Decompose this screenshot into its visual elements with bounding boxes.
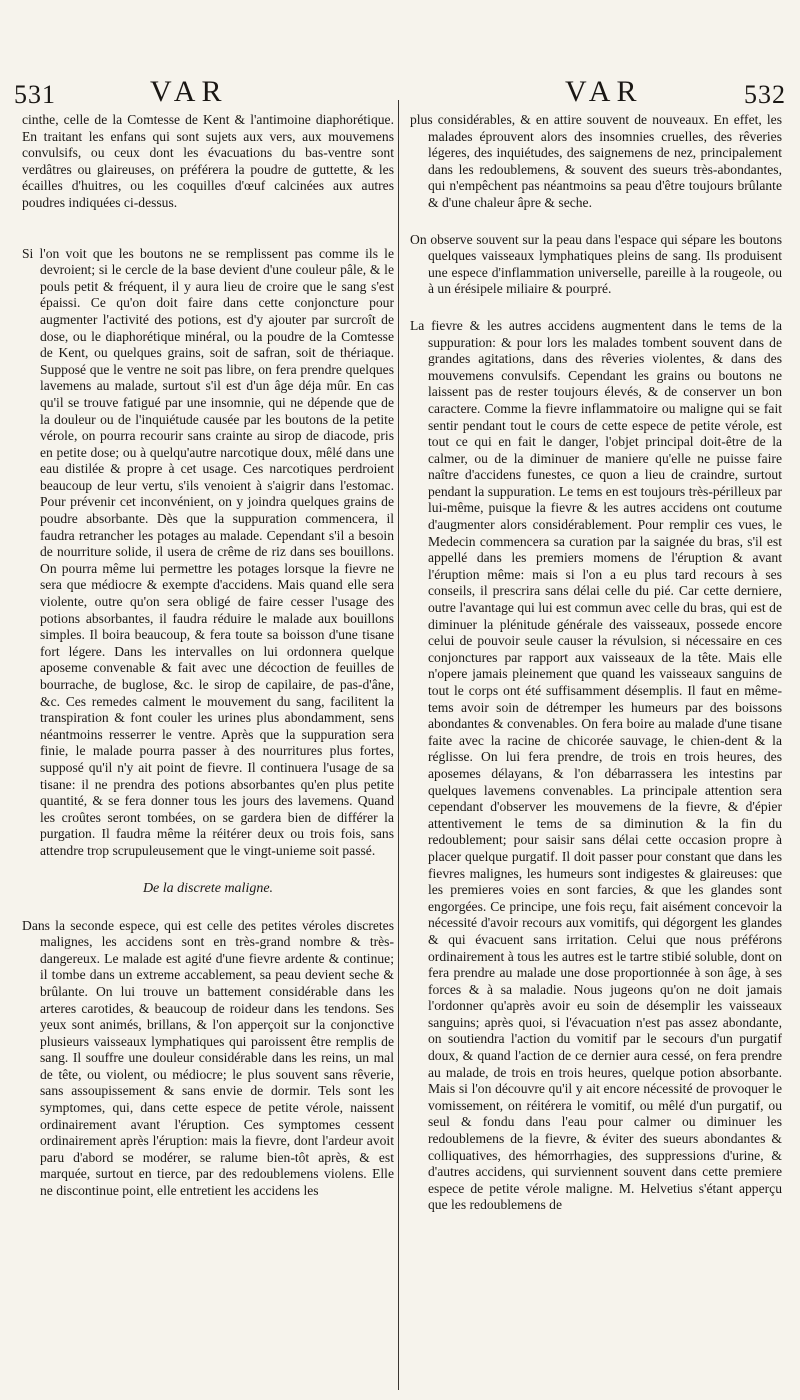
paragraph-gap [22,898,394,918]
paragraph-gap [22,212,394,246]
right-paragraph-1: plus considérables, & en attire souvent de nouveaux. En effet, les malades éprouvent alors des insomnies cruelles, des rêveries légeres, des inquiétudes, des saignemens de nez, principalement dans les redoublemens, & souvent des sueurs très-abondantes, qui n'empêchent pas néantmoins sa peau d'être toujours brûlante & d'une chaleur âpre & seche. [410,112,782,210]
right-column [410,112,782,1394]
right-running-head: VAR [565,75,643,108]
left-column [22,112,394,1394]
right-paragraph-3: La fievre & les autres accidens augmentent dans le tems de la suppuration: & pour lors les malades tombent souvent dans de grandes agitations, dans des rêveries violentes, & dans des mouvemens convulsifs. Cependant les grains ou boutons ne laissent pas de rester toujours élevés, & de conserver un bon caractere. Comme la fievre inflammatoire ou maligne qui se fait sentir pendant tout le cours de cette espece de petite vérole, est tout ce qui en fait le danger, l'objet principal doit-être de la calmer, ou de la diminuer de maniere qu'elle ne puisse faire naître d'accidens funestes, ce quon a lieu de craindre, surtout pendant la suppuration. Le tems en est toujours très-périlleux par lui-même, puisque la fievre & les autres accidens ont coutume d'augmenter alors considérablement. Pour remplir ces vues, le Medecin commencera sa curation par la saignée du bras, s'il est appellé dans les premiers momens de l'éruption & avant l'éruption même: mais si l'on a eu plus tard recours à ses conseils, il prescrira sans délai celle du pié. Car cette derniere, outre l'avantage qui lui est commun avec celle du bras, qui est de diminuer la plénitude générale des vaisseaux, possede encore celui de pouvoir seule causer la révulsion, si nécessaire en ces conjonctures par rapport aux vaisseaux de la tête. Mais elle n'opere jamais pleinement que quand les vaisseaux sanguins de tout le corps ont été suffisamment désemplis. Il faut en même-tems avoir soin de détremper les humeurs par des boissons abondantes & convenables. On fera boire au malade d'une tisane faite avec la racine de chicorée sauvage, le chien-dent & la réglisse. On lui fera prendre, de trois en trois heures, des aposemes délayans, & l'on débarrassera les intestins par quelques lavemens convenables. La principale attention sera cependant d'observer les mouvemens de la fievre, & d'épier attentivement le tems de sa diminution & la fin du redoublement; pour saisir sans délai cette occasion propre à placer quelque purgatif. Il doit passer pour constant que dans les fievres malignes, les humeurs sont indigestes & glaireuses: que les premieres voies en sont farcies, & que les glandes sont engorgées. Ce principe, une fois reçu, fait aisément concevoir la nécessité d'avoir recours aux vomitifs, qui dégorgent les glandes & qui évacuent sans irritation. Celui que nous préférons ordinairement à tous les autres est le tartre stibié soluble, dont on fera prendre au malade une dose proportionnée à son âge, à ses forces & à sa maladie. Nous jugeons qu'on ne doit jamais l'ordonner qu'après avoir eu soin de désemplir les vaisseaux sanguins; après quoi, si l'évacuation n'est pas assez abondante, on soutiendra l'action du vomitif par le secours d'un purgatif doux, & quand l'action de ce dernier aura cessé, on fera prendre au malade, de trois en trois heures, quelque potion absorbante. Mais si l'on découvre qu'il y ait encore nécessité de provoquer le vomissement, on réitérera le vomitif, ou mêlé d'un purgatif, ou seul & fondu dans l'eau pour calmer ou diminuer les redoublemens de la fievre, & éviter des sueurs abondantes & colliquatives, des hémorrhagies, des suppressions d'urine, & d'autres accidens, qui surviennent souvent dans cette premiere espece de petite vérole maligne. M. Helvetius s'étant apperçu que les redoublemens de [410,317,782,1213]
left-paragraph-3: Dans la seconde espece, qui est celle des petites véroles discretes malignes, les accidens sont en très-grand nombre & très-dangereux. Le malade est agité d'une fievre ardente & continue; il tombe dans un extreme accablement, sa peau devient seche & brûlante. On lui trouve un battement considérable dans les arteres carotides, & beaucoup de roideur dans les tendons. Ses yeux sont animés, brillans, & l'on apperçoit sur la conjonctive plusieurs vaisseaux lymphatiques qui paroissent être remplis de sang. Il souffre une douleur considérable dans les reins, un mal de tête, ou violent, ou médiocre; le plus souvent sans rêverie, sans assoupissement & sans envie de dormir. Tels sont les symptomes, qui, dans cette espece de petite vérole, naissent ordinairement avant l'éruption. Ces symptomes cessent ordinairement après l'éruption: mais la fievre, dont l'ardeur avoit paru d'abord se modérer, se ralume bien-tôt après, & est marquée, surtout en tierce, par des redoublemens violens. Elle ne discontinue point, elle entretient les accidens les [22,917,394,1199]
section-subheading: De la discrete maligne. [142,880,274,896]
paragraph-gap [410,298,782,318]
left-page-number: 531 [14,80,56,109]
right-page-number: 532 [744,80,786,109]
left-paragraph-2: Si l'on voit que les boutons ne se remplissent pas comme ils le devroient; si le cercle de la base devient d'une couleur pâle, & le pouls petit & fréquent, il y aura lieu de croire que le sang s'est épaissi. Ce qu'on doit faire dans cette conjoncture pour augmenter l'activité des potions, est d'y ajouter par surcroît de dose, ou le diaphorétique minéral, ou la poudre de la Comtesse de Kent, ou quelques grains, soit de safran, soit de thériaque. Supposé que le ventre ne soit pas libre, on fera prendre quelques lavemens au malade, surtout s'il est d'un âge déja mûr. En cas qu'il se trouve fatigué par une insomnie, qui ne dépende que de la douleur ou de l'inquiétude causée par les boutons de la petite vérole, on pourra recourir sans crainte au sirop de diacode, pris en petite dose; ou à quelqu'autre narcotique doux, mêlé dans une eau distilée & propre à cet usage. Ces narcotiques perdroient beaucoup de leur vertu, s'ils venoient à s'aigrir dans l'estomac. Pour prévenir cet inconvénient, on y joindra quelques grains de poudre absorbante. Dès que la suppuration commencera, il faudra retrancher les potages au malade. Cependant s'il a besoin de nourriture solide, il usera de crême de riz dans ses bouillons. On pourra même lui permettre les potages lorsque la fievre ne sera que médiocre & exempte d'accidens. Mais quand elle sera violente, outre qu'on sera obligé de faire cesser l'usage des potions absorbantes, il faudra réduire le malade aux bouillons simples. Il boira beaucoup, & fera toute sa boisson d'une tisane fort légere. Dans les intervalles on lui ordonnera quelque aposeme convenable & fait avec une décoction de feuilles de bourrache, de buglose, &c. le sirop de capilaire, de pas-d'âne, &c. Ces remedes calment le mouvement du sang, facilitent la transpiration & font couler les urines plus abondamment, sens néantmoins resserrer le ventre. Après que la suppuration sera finie, le malade pourra passer à des nourritures plus fortes, supposé qu'il n'y ait point de fievre. Il continuera l'usage de sa tisane: il ne prendra des potions absorbantes qu'en plus petite quantité, & se fera donner tous les jours des lavemens. Quand les croûtes seront tombées, on se gardera bien de différer la purgation. Il faudra même la réitérer deux ou trois fois, sans attendre trop scrupuleusement que le vingt-unieme soit passé. [22,245,394,858]
column-divider [398,100,399,1390]
left-paragraph-1: cinthe, celle de la Comtesse de Kent & l'antimoine diaphorétique. En traitant les enfans qui sont sujets aux vers, aux mouvemens convulsifs, ou ceux dont les évacuations du bas-ventre sont verdâtres ou glaireuses, on préférera la poudre de guttette, & les écailles d'huitres, ou les coquilles d'œuf calcinées aux autres poudres indiquées ci-dessus. [22,112,394,210]
right-paragraph-2: On observe souvent sur la peau dans l'espace qui sépare les boutons quelques vaisseaux lymphatiques pleins de sang. Ils produisent une espece d'inflammation universelle, pareille à la rougeole, ou à un érésipele miliaire & pourpré. [410,231,782,297]
paragraph-gap [22,860,394,880]
left-running-head: VAR [150,75,228,108]
paragraph-gap [410,212,782,232]
